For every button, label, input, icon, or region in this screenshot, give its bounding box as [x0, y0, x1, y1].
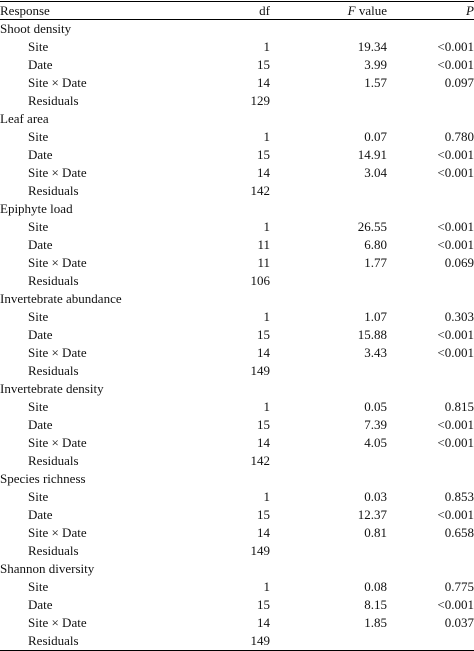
- df-cell: 14: [257, 75, 270, 90]
- f-value-cell: 3.04: [364, 165, 387, 180]
- df-cell: 1: [263, 129, 270, 144]
- term-cell: Date: [28, 417, 53, 432]
- empty-cell: [186, 470, 270, 488]
- df-cell: 1: [263, 489, 270, 504]
- df-cell: 1: [263, 579, 270, 594]
- group-name: Epiphyte load: [0, 201, 73, 216]
- empty-cell: [270, 470, 387, 488]
- p-value-cell: [387, 452, 474, 470]
- f-value-cell: 15.88: [357, 327, 387, 342]
- table-row: [0, 254, 474, 272]
- table-row: [0, 92, 474, 110]
- f-value-cell: [270, 452, 387, 470]
- table-row: [0, 56, 474, 74]
- term-cell: Residuals: [28, 633, 79, 648]
- f-value-cell: 0.03: [364, 489, 387, 504]
- df-cell: 106: [250, 273, 270, 288]
- table-row: [0, 128, 474, 146]
- p-value-cell: [387, 182, 474, 200]
- empty-cell: [186, 200, 270, 218]
- table-row: [0, 398, 474, 416]
- term-cell: Date: [28, 147, 53, 162]
- df-cell: 11: [257, 255, 270, 270]
- header-p: P: [466, 3, 474, 18]
- p-value-cell: 0.815: [444, 399, 474, 414]
- term-cell: Site × Date: [28, 255, 87, 270]
- f-value-cell: 6.80: [364, 237, 387, 252]
- term-cell: Site × Date: [28, 615, 87, 630]
- group-header-row: [0, 560, 474, 578]
- df-cell: 142: [250, 183, 270, 198]
- term-cell: Site: [28, 129, 49, 144]
- group-name: Invertebrate density: [0, 381, 104, 396]
- f-value-cell: 4.05: [364, 435, 387, 450]
- p-value-cell: <0.001: [437, 219, 474, 234]
- p-value-cell: <0.001: [437, 237, 474, 252]
- f-value-cell: [270, 272, 387, 290]
- term-cell: Site × Date: [28, 75, 87, 90]
- term-cell: Date: [28, 327, 53, 342]
- df-cell: 15: [257, 57, 270, 72]
- term-cell: Site × Date: [28, 435, 87, 450]
- term-cell: Site: [28, 309, 49, 324]
- anova-table: [0, 1, 474, 651]
- df-cell: 149: [250, 543, 270, 558]
- df-cell: 15: [257, 417, 270, 432]
- term-cell: Residuals: [28, 453, 79, 468]
- empty-cell: [186, 290, 270, 308]
- group-name: Invertebrate abundance: [0, 291, 122, 306]
- df-cell: 142: [250, 453, 270, 468]
- term-cell: Residuals: [28, 363, 79, 378]
- p-value-cell: <0.001: [437, 39, 474, 54]
- term-cell: Residuals: [28, 273, 79, 288]
- term-cell: Residuals: [28, 183, 79, 198]
- df-cell: 15: [257, 147, 270, 162]
- header-f-value: [270, 2, 387, 20]
- p-value-cell: 0.303: [444, 309, 474, 324]
- p-value-cell: [387, 362, 474, 380]
- p-value-cell: <0.001: [437, 147, 474, 162]
- table-row: [0, 488, 474, 506]
- table-row: [0, 596, 474, 614]
- p-value-cell: <0.001: [437, 165, 474, 180]
- p-value-cell: [387, 542, 474, 560]
- df-cell: 14: [257, 435, 270, 450]
- term-cell: Date: [28, 237, 53, 252]
- table-row: [0, 164, 474, 182]
- table-row: [0, 38, 474, 56]
- group-header-row: [0, 110, 474, 128]
- p-value-cell: <0.001: [437, 417, 474, 432]
- empty-cell: [270, 380, 387, 398]
- f-value-cell: 0.08: [364, 579, 387, 594]
- df-cell: 14: [257, 165, 270, 180]
- term-cell: Residuals: [28, 93, 79, 108]
- empty-cell: [387, 200, 474, 218]
- df-cell: 14: [257, 615, 270, 630]
- f-value-cell: [270, 362, 387, 380]
- table-header-row: [0, 2, 474, 20]
- table-row: [0, 362, 474, 380]
- group-name: Shoot density: [0, 21, 72, 36]
- empty-cell: [186, 20, 270, 39]
- header-df: df: [259, 3, 270, 18]
- empty-cell: [387, 560, 474, 578]
- empty-cell: [387, 290, 474, 308]
- table-row: [0, 326, 474, 344]
- p-value-cell: [387, 272, 474, 290]
- f-value-cell: 3.99: [364, 57, 387, 72]
- term-cell: Site: [28, 219, 49, 234]
- f-value-cell: 3.43: [364, 345, 387, 360]
- p-value-cell: <0.001: [437, 507, 474, 522]
- term-cell: Date: [28, 57, 53, 72]
- empty-cell: [186, 380, 270, 398]
- empty-cell: [387, 110, 474, 128]
- table-row: [0, 308, 474, 326]
- f-value-cell: 26.55: [357, 219, 387, 234]
- p-value-cell: 0.853: [444, 489, 474, 504]
- term-cell: Date: [28, 507, 53, 522]
- table-row: [0, 524, 474, 542]
- f-value-cell: [270, 182, 387, 200]
- empty-cell: [387, 380, 474, 398]
- df-cell: 129: [250, 93, 270, 108]
- p-value-cell: <0.001: [437, 57, 474, 72]
- header-f-rest: value: [355, 3, 387, 18]
- f-value-cell: 1.85: [364, 615, 387, 630]
- table-row: [0, 416, 474, 434]
- f-value-cell: 14.91: [357, 147, 387, 162]
- p-value-cell: 0.775: [444, 579, 474, 594]
- table-row: [0, 236, 474, 254]
- table-row: [0, 452, 474, 470]
- table-row: [0, 542, 474, 560]
- group-header-row: [0, 290, 474, 308]
- empty-cell: [387, 20, 474, 39]
- empty-cell: [270, 290, 387, 308]
- header-response: Response: [0, 3, 50, 18]
- p-value-cell: 0.097: [444, 75, 474, 90]
- empty-cell: [270, 560, 387, 578]
- empty-cell: [270, 20, 387, 39]
- table-row: [0, 434, 474, 452]
- empty-cell: [270, 200, 387, 218]
- f-value-cell: 1.77: [364, 255, 387, 270]
- table-row: [0, 578, 474, 596]
- table-row: [0, 182, 474, 200]
- f-value-cell: [270, 632, 387, 651]
- table-row: [0, 506, 474, 524]
- df-cell: 1: [263, 39, 270, 54]
- f-value-cell: [270, 542, 387, 560]
- empty-cell: [270, 110, 387, 128]
- p-value-cell: 0.780: [444, 129, 474, 144]
- p-value-cell: 0.037: [444, 615, 474, 630]
- table-row: [0, 146, 474, 164]
- table-body: [0, 20, 474, 651]
- df-cell: 14: [257, 345, 270, 360]
- df-cell: 149: [250, 363, 270, 378]
- group-header-row: [0, 470, 474, 488]
- df-cell: 1: [263, 219, 270, 234]
- f-value-cell: [270, 92, 387, 110]
- df-cell: 14: [257, 525, 270, 540]
- df-cell: 15: [257, 597, 270, 612]
- table-row: [0, 632, 474, 651]
- p-value-cell: <0.001: [437, 597, 474, 612]
- table-row: [0, 218, 474, 236]
- f-value-cell: 1.07: [364, 309, 387, 324]
- empty-cell: [186, 110, 270, 128]
- f-value-cell: 0.05: [364, 399, 387, 414]
- empty-cell: [387, 470, 474, 488]
- group-name: Shannon diversity: [0, 561, 95, 576]
- df-cell: 15: [257, 507, 270, 522]
- p-value-cell: <0.001: [437, 435, 474, 450]
- df-cell: 1: [263, 399, 270, 414]
- term-cell: Site: [28, 39, 49, 54]
- f-value-cell: 19.34: [357, 39, 387, 54]
- group-header-row: [0, 20, 474, 39]
- df-cell: 149: [250, 633, 270, 648]
- empty-cell: [186, 560, 270, 578]
- df-cell: 11: [257, 237, 270, 252]
- f-value-cell: 0.81: [364, 525, 387, 540]
- f-value-cell: 8.15: [364, 597, 387, 612]
- term-cell: Site × Date: [28, 525, 87, 540]
- p-value-cell: [387, 632, 474, 651]
- term-cell: Site × Date: [28, 165, 87, 180]
- term-cell: Residuals: [28, 543, 79, 558]
- p-value-cell: 0.658: [444, 525, 474, 540]
- table-row: [0, 614, 474, 632]
- f-value-cell: 1.57: [364, 75, 387, 90]
- f-value-cell: 7.39: [364, 417, 387, 432]
- p-value-cell: <0.001: [437, 327, 474, 342]
- f-value-cell: 12.37: [357, 507, 387, 522]
- table-row: [0, 74, 474, 92]
- table-row: [0, 272, 474, 290]
- term-cell: Site × Date: [28, 345, 87, 360]
- term-cell: Site: [28, 489, 49, 504]
- term-cell: Date: [28, 597, 53, 612]
- table-row: [0, 344, 474, 362]
- group-header-row: [0, 200, 474, 218]
- df-cell: 1: [263, 309, 270, 324]
- df-cell: 15: [257, 327, 270, 342]
- f-value-cell: 0.07: [364, 129, 387, 144]
- header-f-italic: F: [347, 3, 356, 18]
- group-name: Species richness: [0, 471, 86, 486]
- p-value-cell: <0.001: [437, 345, 474, 360]
- p-value-cell: [387, 92, 474, 110]
- term-cell: Site: [28, 399, 49, 414]
- p-value-cell: 0.069: [444, 255, 474, 270]
- term-cell: Site: [28, 579, 49, 594]
- group-name: Leaf area: [0, 111, 49, 126]
- group-header-row: [0, 380, 474, 398]
